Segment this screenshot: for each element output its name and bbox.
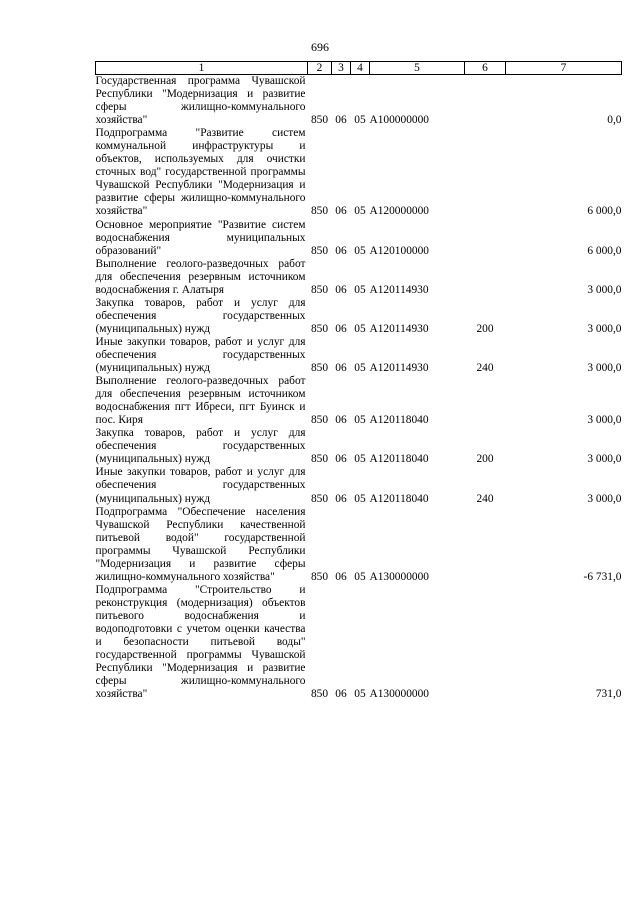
row-target-article: А130000000	[369, 688, 429, 701]
row-subsection: 05	[354, 453, 366, 466]
row-target-article: А120100000	[369, 244, 429, 257]
row-target-article: А120000000	[369, 205, 429, 218]
row-section: 06	[335, 244, 347, 257]
row-section: 06	[335, 414, 347, 427]
row-admin-code: 850	[310, 688, 329, 701]
row-target-article: А130000000	[369, 570, 429, 583]
row-name: Иные закупки товаров, работ и услуг для обеспечения государственных (муниципальных) нужд	[95, 466, 306, 505]
row-subsection: 05	[354, 283, 366, 296]
row-expense-type	[465, 506, 506, 584]
row-amount: 6 000,0	[587, 205, 622, 218]
row-name: Выполнение геолого-разведочных работ для обеспечения резервным источником водоснабжения г. Алатыря	[95, 257, 306, 296]
row-section: 06	[335, 322, 347, 335]
row-target-article: А120118040	[369, 414, 429, 427]
row-amount: 6 000,0	[587, 244, 622, 257]
column-header-4: 4	[351, 62, 370, 75]
row-target-article: А120114930	[369, 283, 429, 296]
row-section: 06	[335, 283, 347, 296]
row-expense-type	[465, 127, 506, 218]
row-target-article: А120118040	[369, 453, 429, 466]
row-name: Подпрограмма "Развитие систем коммунальной инфраструктуры и объектов, используемых для очистки сточных вод" государственной программы Чувашской Республики "Модернизация и развитие сферы жилищно-коммунального хозяйства"	[95, 127, 306, 218]
table-row	[96, 219, 622, 258]
row-amount: 3 000,0	[587, 283, 622, 296]
row-expense-type	[465, 584, 506, 701]
table-header-row	[96, 62, 622, 75]
row-expense-type	[465, 219, 506, 258]
row-section: 06	[335, 570, 347, 583]
row-amount: 3 000,0	[587, 414, 622, 427]
row-expense-type: 240	[476, 492, 494, 505]
column-header-7: 7	[506, 62, 622, 75]
row-admin-code: 850	[310, 283, 329, 296]
table-row	[96, 75, 622, 128]
row-amount: -6 731,0	[583, 570, 622, 583]
row-subsection: 05	[354, 492, 366, 505]
row-admin-code: 850	[310, 362, 329, 375]
table-row	[96, 336, 622, 375]
table-row	[96, 584, 622, 701]
row-amount: 3 000,0	[587, 322, 622, 335]
column-header-1: 1	[96, 62, 308, 75]
budget-table	[95, 61, 622, 701]
row-section: 06	[335, 492, 347, 505]
row-subsection: 05	[354, 688, 366, 701]
page-number: 696	[311, 40, 329, 54]
column-header-3: 3	[332, 62, 351, 75]
row-amount: 3 000,0	[587, 362, 622, 375]
row-expense-type	[465, 375, 506, 427]
row-subsection: 05	[354, 322, 366, 335]
row-admin-code: 850	[310, 570, 329, 583]
row-expense-type: 200	[476, 453, 494, 466]
table-row	[96, 375, 622, 427]
row-name: Государственная программа Чувашской Республики "Модернизация и развитие сферы жилищно-коммунального хозяйства"	[95, 75, 306, 127]
row-name: Основное мероприятие "Развитие систем водоснабжения муниципальных образований"	[95, 218, 306, 257]
row-admin-code: 850	[310, 322, 329, 335]
row-name: Закупка товаров, работ и услуг для обеспечения государственных (муниципальных) нужд	[95, 427, 306, 466]
row-target-article: А100000000	[369, 114, 429, 127]
row-name: Подпрограмма "Строительство и реконструкция (модернизация) объектов питьевого водоснабжения и водоподготовки с учетом оценки качества и безопасности питьевой воды" государственной программы Чувашской Республики "Модернизация и развитие сферы жилищно-коммунального хозяйства"	[95, 583, 306, 701]
row-admin-code: 850	[310, 114, 329, 127]
row-section: 06	[335, 688, 347, 701]
row-target-article: А120114930	[369, 322, 429, 335]
table-row	[96, 466, 622, 505]
row-subsection: 05	[354, 414, 366, 427]
column-header-5: 5	[370, 62, 465, 75]
row-target-article: А120118040	[369, 492, 429, 505]
column-header-6: 6	[465, 62, 506, 75]
row-target-article: А120114930	[369, 362, 429, 375]
table-row	[96, 297, 622, 336]
row-name: Выполнение геолого-разведочных работ для обеспечения резервным источником водоснабжения пгт Ибреси, пгт Буинск и пос. Киря	[95, 375, 306, 427]
row-admin-code: 850	[310, 205, 329, 218]
row-subsection: 05	[354, 114, 366, 127]
row-name: Подпрограмма "Обеспечение населения Чувашской Республики качественной питьевой водой" государственной программы Чувашской Республики "Модернизация и развитие сферы жилищно-коммунального хозяйства"	[95, 505, 306, 583]
row-section: 06	[335, 362, 347, 375]
row-admin-code: 850	[310, 453, 329, 466]
column-header-2: 2	[308, 62, 332, 75]
row-amount: 3 000,0	[587, 453, 622, 466]
row-expense-type: 200	[476, 322, 494, 335]
table-row	[96, 427, 622, 466]
row-expense-type: 240	[476, 362, 494, 375]
row-subsection: 05	[354, 570, 366, 583]
row-subsection: 05	[354, 362, 366, 375]
row-section: 06	[335, 114, 347, 127]
row-section: 06	[335, 453, 347, 466]
row-section: 06	[335, 205, 347, 218]
row-subsection: 05	[354, 244, 366, 257]
row-amount: 0,0	[607, 114, 622, 127]
table-row	[96, 506, 622, 584]
row-admin-code: 850	[310, 414, 329, 427]
row-admin-code: 850	[310, 244, 329, 257]
row-expense-type	[465, 258, 506, 297]
row-amount: 731,0	[595, 688, 622, 701]
table-row	[96, 127, 622, 218]
row-subsection: 05	[354, 205, 366, 218]
row-expense-type	[465, 75, 506, 128]
row-admin-code: 850	[310, 492, 329, 505]
row-amount: 3 000,0	[587, 492, 622, 505]
row-name: Закупка товаров, работ и услуг для обеспечения государственных (муниципальных) нужд	[95, 296, 306, 335]
row-name: Иные закупки товаров, работ и услуг для обеспечения государственных (муниципальных) нужд	[95, 335, 306, 375]
table-row	[96, 258, 622, 297]
